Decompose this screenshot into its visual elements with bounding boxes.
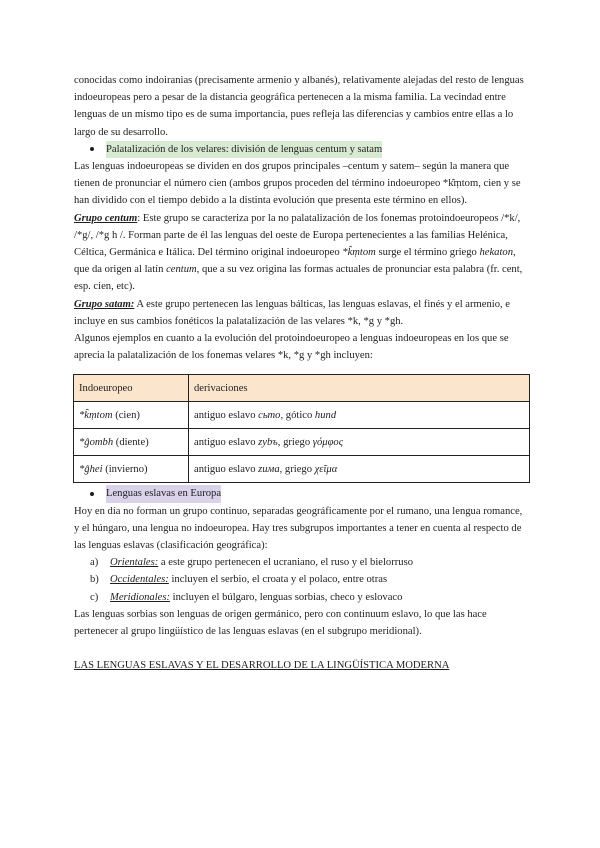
table-header-cell: Indoeuropeo xyxy=(74,375,189,402)
list-item xyxy=(74,571,529,588)
table-cell-derivations: antiguo eslavo сьто, gótico hund xyxy=(189,402,530,429)
paragraph-intro: conocidas como indoiranias (precisamente armenio y albanés), relativamente alejadas del resto de lenguas indoeuropeas pero a pesar de la distancia geográfica pertenecen a la misma familia. La vecindad entre lenguas de un mismo tipo es de suma importancia, pues refleja las diferencias y cambios entre ellas a lo largo de su desarrollo. xyxy=(74,75,524,138)
table-header-cell: derivaciones xyxy=(189,375,530,402)
latin-term: centum xyxy=(166,264,197,276)
list-label: Meridionales: xyxy=(110,591,171,603)
paragraph-sorbian: Las lenguas sorbias son lenguas de origen germánico, pero con continuum eslavo, lo que las hace pertenecer al grupo lingüístico de las lenguas eslavas (en el subgrupo meridional). xyxy=(74,608,487,638)
table-cell-term: *g̑hei (invierno) xyxy=(74,456,189,483)
examples-table xyxy=(73,374,530,483)
centum-label: Grupo centum xyxy=(74,212,138,224)
satam-label: Grupo satam: xyxy=(74,298,135,310)
list-text: incluyen el serbio, el croata y el polaco, entre otras xyxy=(168,574,388,586)
subgroups-list xyxy=(74,554,529,606)
bullet-slavic-languages xyxy=(74,485,529,502)
list-item xyxy=(74,589,529,606)
list-marker: b) xyxy=(90,574,99,586)
table-row xyxy=(74,402,530,429)
table-row xyxy=(74,429,530,456)
bullet-dot-icon xyxy=(90,492,94,496)
centum-text: : Este grupo se caracteriza por la no palatalización de los fonemas protoindoeuropeos /*k/, /*g/, /*g h /. Forman parte de él las lenguas del oeste de Europa pertenecientes a las familias Helénica, Céltica, Germánica e Itálica. Del término original indoeuropeo xyxy=(74,212,521,259)
table-cell-derivations: antiguo eslavo zybъ, griego γόμφος xyxy=(189,429,530,456)
list-marker: c) xyxy=(90,591,99,603)
table-header-row xyxy=(74,375,530,402)
list-text: incluyen el búlgaro, lenguas sorbias, checo y eslovaco xyxy=(170,591,403,603)
greek-term: hekaton xyxy=(479,247,514,259)
bullet-velar-palatalization xyxy=(74,141,529,158)
table-cell-term: *g̑ombh (diente) xyxy=(74,429,189,456)
document-body xyxy=(74,72,529,674)
paragraph-centum xyxy=(74,210,529,296)
centum-text: , que da origen al latín xyxy=(74,247,516,276)
bullet-heading-text: Lenguas eslavas en Europa xyxy=(106,485,221,502)
table-row xyxy=(74,456,530,483)
satam-text: A este grupo pertenecen las lenguas bálticas, las lenguas eslavas, el finés y el armenio, e incluye en sus cambios fonéticos la palatalización de las velares *k, *g y *gh. xyxy=(74,298,510,327)
list-item xyxy=(74,554,529,571)
paragraph-satam xyxy=(74,296,529,330)
centum-text: , que a su vez origina las formas actuales de pronunciar esta palabra (fr. cent, esp. cien, etc). xyxy=(74,264,523,293)
table-cell-term: *k̑ṃtom (cien) xyxy=(74,402,189,429)
paragraph-examples: Algunos ejemplos en cuanto a la evolución del protoindoeuropeo a lenguas indoeuropeas en los que se aprecia la palatalización de los fonemas velares *k, *g y *gh incluyen: xyxy=(74,333,509,362)
bullet-heading-text: Palatalización de los velares: división de lenguas centum y satam xyxy=(106,141,382,158)
bullet-dot-icon xyxy=(90,147,94,151)
paragraph-slavic-intro: Hoy en día no forman un grupo continuo, separadas geográficamente por el rumano, una lengua romance, y el húngaro, una lengua no indoeuropea. Hay tres subgrupos importantes a tener en cuenta al respecto de las lenguas eslavas (clasificación geográfica): xyxy=(74,505,523,552)
list-text: a este grupo pertenecen el ucraniano, el ruso y el bielorruso xyxy=(158,557,414,569)
centum-term: *k̑ṃtom xyxy=(342,247,376,259)
section-title: LAS LENGUAS ESLAVAS Y EL DESARROLLO DE LA LINGÜÍSTICA MODERNA xyxy=(74,660,450,672)
paragraph-centum-satem: Las lenguas indoeuropeas se dividen en dos grupos principales –centum y satem– según la manera que tienen de pronunciar el número cien (ambos grupos proceden del término indoeuropeo *k̑ṃtom, cien y se han dividido con el tiempo debido a la distinta evolución que presenta este término en ellos). xyxy=(74,161,521,207)
table-cell-derivations: antiguo eslavo zима, griego χεῖμα xyxy=(189,456,530,483)
centum-text: surge el término griego xyxy=(375,247,480,259)
list-label: Orientales: xyxy=(110,557,159,569)
list-label: Occidentales: xyxy=(110,574,169,586)
list-marker: a) xyxy=(90,557,99,569)
